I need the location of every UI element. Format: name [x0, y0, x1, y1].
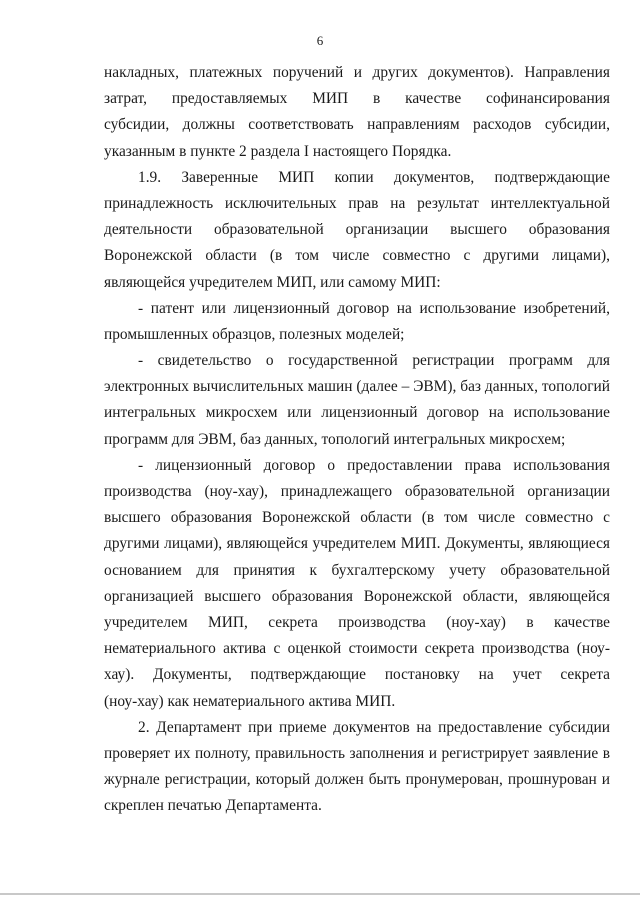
text-line: электронных вычислительных машин (далее – ЭВМ), баз данных, топологий [104, 378, 610, 396]
text-line: производства (ноу-хау), принадлежащего образовательной организации [104, 483, 610, 500]
text-line: деятельности образовательной организации высшего образования [104, 221, 610, 239]
text-line: организацией высшего образования Воронежской области, являющейся [104, 587, 610, 605]
text-line: интегральных микросхем или лицензионный договор на использование [104, 404, 610, 422]
text-line: журнале регистрации, который должен быть пронумерован, прошнурован и [104, 771, 610, 789]
text-line: - свидетельство о государственной регистрации программ для [138, 352, 610, 370]
text-line: 1.9. Заверенные МИП копии документов, подтверждающие [138, 168, 610, 186]
text-line: учредителем МИП, секрета производства (ноу-хау) в качестве [104, 613, 610, 631]
text-line: - лицензионный договор о предоставлении права использования [138, 456, 610, 474]
text-line: затрат, предоставляемых МИП в качестве софинансирования [104, 90, 610, 108]
text-line: хау). Документы, подтверждающие постановку на учет секрета [104, 666, 610, 684]
text-line: - патент или лицензионный договор на использование изобретений, [138, 299, 610, 317]
text-line: скреплен печатью Департамента. [104, 797, 322, 815]
text-line: 2. Департамент при приеме документов на предоставление субсидии [138, 718, 610, 736]
page-bottom-edge [0, 893, 640, 895]
text-line: промышленных образцов, полезных моделей; [104, 325, 405, 343]
text-line: принадлежность исключительных прав на результат интеллектуальной [104, 194, 610, 212]
text-line: другими лицами), являющейся учредителем МИП. Документы, являющиеся [104, 535, 610, 553]
text-line: высшего образования Воронежской области (в том числе совместно с [104, 509, 610, 527]
text-line: накладных, платежных поручений и других документов). Направления [104, 64, 610, 81]
text-line: субсидии, должны соответствовать направлениям расходов субсидии, [104, 116, 610, 134]
text-line: Воронежской области (в том числе совместно с другими лицами), [104, 247, 610, 265]
text-line: являющейся учредителем МИП, или самому МИП: [104, 273, 441, 291]
document-body [104, 60, 610, 819]
text-line: (ноу-хау) как нематериального актива МИП. [104, 692, 396, 710]
text-line: нематериального актива с оценкой стоимости секрета производства (ноу- [104, 640, 610, 658]
text-line: основанием для принятия к бухгалтерскому учету образовательной [104, 561, 610, 579]
text-line: программ для ЭВМ, баз данных, топологий интегральных микросхем; [104, 430, 566, 448]
text-line: проверяет их полноту, правильность заполнения и регистрирует заявление в [104, 744, 610, 762]
text-line: указанным в пункте 2 раздела I настоящего Порядка. [104, 142, 452, 160]
page-number: 6 [316, 33, 324, 48]
